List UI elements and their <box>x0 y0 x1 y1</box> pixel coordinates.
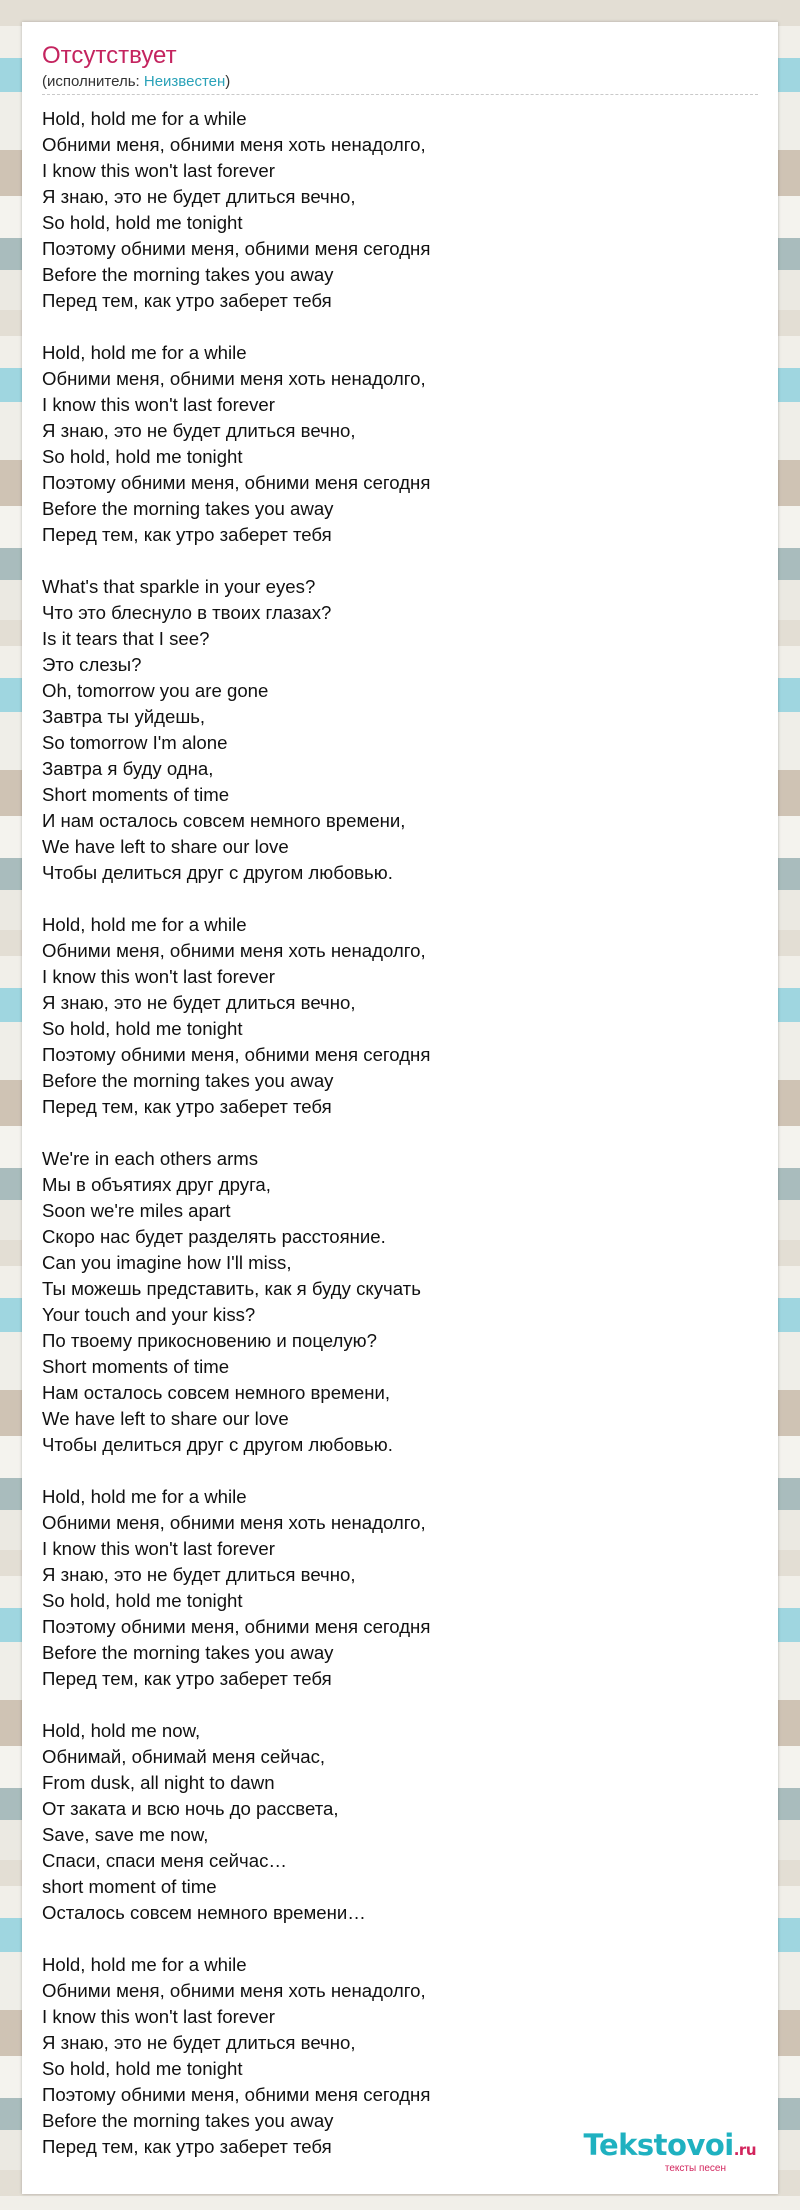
lyric-line: So hold, hold me tonight <box>42 1018 243 1039</box>
lyric-line: I know this won't last forever <box>42 160 275 181</box>
lyric-line: И нам осталось совсем немного времени, <box>42 810 406 831</box>
lyric-line: Что это блеснуло в твоих глазах? <box>42 602 332 623</box>
lyric-line: Before the morning takes you away <box>42 1070 334 1091</box>
lyric-line: Перед тем, как утро заберет тебя <box>42 524 332 545</box>
site-logo[interactable] <box>584 2130 756 2174</box>
logo-tld: .ru <box>733 2141 756 2159</box>
lyric-line: Before the morning takes you away <box>42 2110 334 2131</box>
lyric-line: Я знаю, это не будет длиться вечно, <box>42 2032 356 2053</box>
lyrics-text <box>42 106 758 2186</box>
lyric-line: Can you imagine how I'll miss, <box>42 1252 292 1273</box>
artist-link[interactable]: Неизвестен <box>143 73 226 90</box>
lyric-line: Я знаю, это не будет длиться вечно, <box>42 1564 356 1585</box>
lyric-line: So hold, hold me tonight <box>42 2058 243 2079</box>
lyric-line: Мы в объятиях друг друга, <box>42 1174 271 1195</box>
lyric-line: From dusk, all night to dawn <box>42 1772 275 1793</box>
lyrics-stanza <box>42 340 758 548</box>
lyric-line: От заката и всю ночь до рассвета, <box>42 1798 339 1819</box>
lyric-line: Hold, hold me for a while <box>42 1486 247 1507</box>
lyric-line: I know this won't last forever <box>42 2006 275 2027</box>
lyric-line: I know this won't last forever <box>42 1538 275 1559</box>
artist-suffix: ) <box>225 73 231 90</box>
lyric-line: Обними меня, обними меня хоть ненадолго, <box>42 368 426 389</box>
lyrics-stanza <box>42 106 758 314</box>
logo-tagline: тексты песен <box>664 2163 726 2174</box>
lyric-line: По твоему прикосновению и поцелую? <box>42 1330 377 1351</box>
artist-prefix: (исполнитель: <box>42 73 144 90</box>
lyric-line: Нам осталось совсем немного времени, <box>42 1382 391 1403</box>
lyric-line: Перед тем, как утро заберет тебя <box>42 290 332 311</box>
lyric-line: Soon we're miles apart <box>42 1200 231 1221</box>
lyrics-card <box>22 22 778 2194</box>
lyric-line: Обними меня, обними меня хоть ненадолго, <box>42 1512 426 1533</box>
lyric-line: Это слезы? <box>42 654 142 675</box>
lyric-line: We have left to share our love <box>42 836 289 857</box>
lyric-line: short moment of time <box>42 1876 217 1897</box>
lyrics-stanza <box>42 1718 758 1926</box>
lyric-line: Before the morning takes you away <box>42 498 334 519</box>
lyric-line: Скоро нас будет разделять расстояние. <box>42 1226 386 1247</box>
lyric-line: Поэтому обними меня, обними меня сегодня <box>42 1616 431 1637</box>
artist-line <box>42 73 230 91</box>
lyric-line: Завтра я буду одна, <box>42 758 214 779</box>
lyric-line: Перед тем, как утро заберет тебя <box>42 2136 332 2157</box>
lyrics-stanza <box>42 1484 758 1692</box>
lyric-line: Поэтому обними меня, обними меня сегодня <box>42 1044 431 1065</box>
lyric-line: Я знаю, это не будет длиться вечно, <box>42 420 356 441</box>
lyric-line: Hold, hold me for a while <box>42 108 247 129</box>
lyric-line: Я знаю, это не будет длиться вечно, <box>42 186 356 207</box>
lyric-line: Oh, tomorrow you are gone <box>42 680 269 701</box>
lyric-line: Обнимай, обнимай меня сейчас, <box>42 1746 326 1767</box>
title-divider <box>42 94 758 95</box>
lyric-line: Обними меня, обними меня хоть ненадолго, <box>42 134 426 155</box>
lyric-line: Hold, hold me for a while <box>42 342 247 363</box>
lyric-line: Hold, hold me for a while <box>42 914 247 935</box>
lyric-line: Чтобы делиться друг с другом любовью. <box>42 1434 393 1455</box>
lyric-line: Before the morning takes you away <box>42 1642 334 1663</box>
lyric-line: Перед тем, как утро заберет тебя <box>42 1668 332 1689</box>
lyric-line: What's that sparkle in your eyes? <box>42 576 316 597</box>
lyric-line: Your touch and your kiss? <box>42 1304 256 1325</box>
lyric-line: Обними меня, обними меня хоть ненадолго, <box>42 1980 426 2001</box>
lyric-line: Ты можешь представить, как я буду скучать <box>42 1278 421 1299</box>
lyric-line: Hold, hold me now, <box>42 1720 201 1741</box>
lyric-line: Short moments of time <box>42 1356 230 1377</box>
lyric-line: Поэтому обними меня, обними меня сегодня <box>42 238 431 259</box>
lyric-line: Осталось совсем немного времени… <box>42 1902 366 1923</box>
lyric-line: Is it tears that I see? <box>42 628 210 649</box>
lyrics-stanza <box>42 1146 758 1458</box>
lyrics-stanza <box>42 912 758 1120</box>
lyric-line: So hold, hold me tonight <box>42 446 243 467</box>
song-title: Отсутствует <box>42 42 177 69</box>
lyric-line: We have left to share our love <box>42 1408 289 1429</box>
lyric-line: Обними меня, обними меня хоть ненадолго, <box>42 940 426 961</box>
lyric-line: Поэтому обними меня, обними меня сегодня <box>42 472 431 493</box>
lyric-line: Перед тем, как утро заберет тебя <box>42 1096 332 1117</box>
logo-name: Tekstovoi <box>583 2128 734 2162</box>
lyric-line: I know this won't last forever <box>42 394 275 415</box>
lyric-line: So hold, hold me tonight <box>42 212 243 233</box>
lyric-line: Short moments of time <box>42 784 230 805</box>
lyrics-stanza <box>42 574 758 886</box>
lyric-line: We're in each others arms <box>42 1148 259 1169</box>
lyric-line: Спаси, спаси меня сейчас… <box>42 1850 287 1871</box>
lyric-line: Я знаю, это не будет длиться вечно, <box>42 992 356 1013</box>
lyric-line: Поэтому обними меня, обними меня сегодня <box>42 2084 431 2105</box>
lyric-line: Чтобы делиться друг с другом любовью. <box>42 862 393 883</box>
lyric-line: Hold, hold me for a while <box>42 1954 247 1975</box>
lyric-line: I know this won't last forever <box>42 966 275 987</box>
lyric-line: Завтра ты уйдешь, <box>42 706 206 727</box>
lyric-line: Save, save me now, <box>42 1824 209 1845</box>
lyric-line: Before the morning takes you away <box>42 264 334 285</box>
lyric-line: So hold, hold me tonight <box>42 1590 243 1611</box>
lyric-line: So tomorrow I'm alone <box>42 732 228 753</box>
